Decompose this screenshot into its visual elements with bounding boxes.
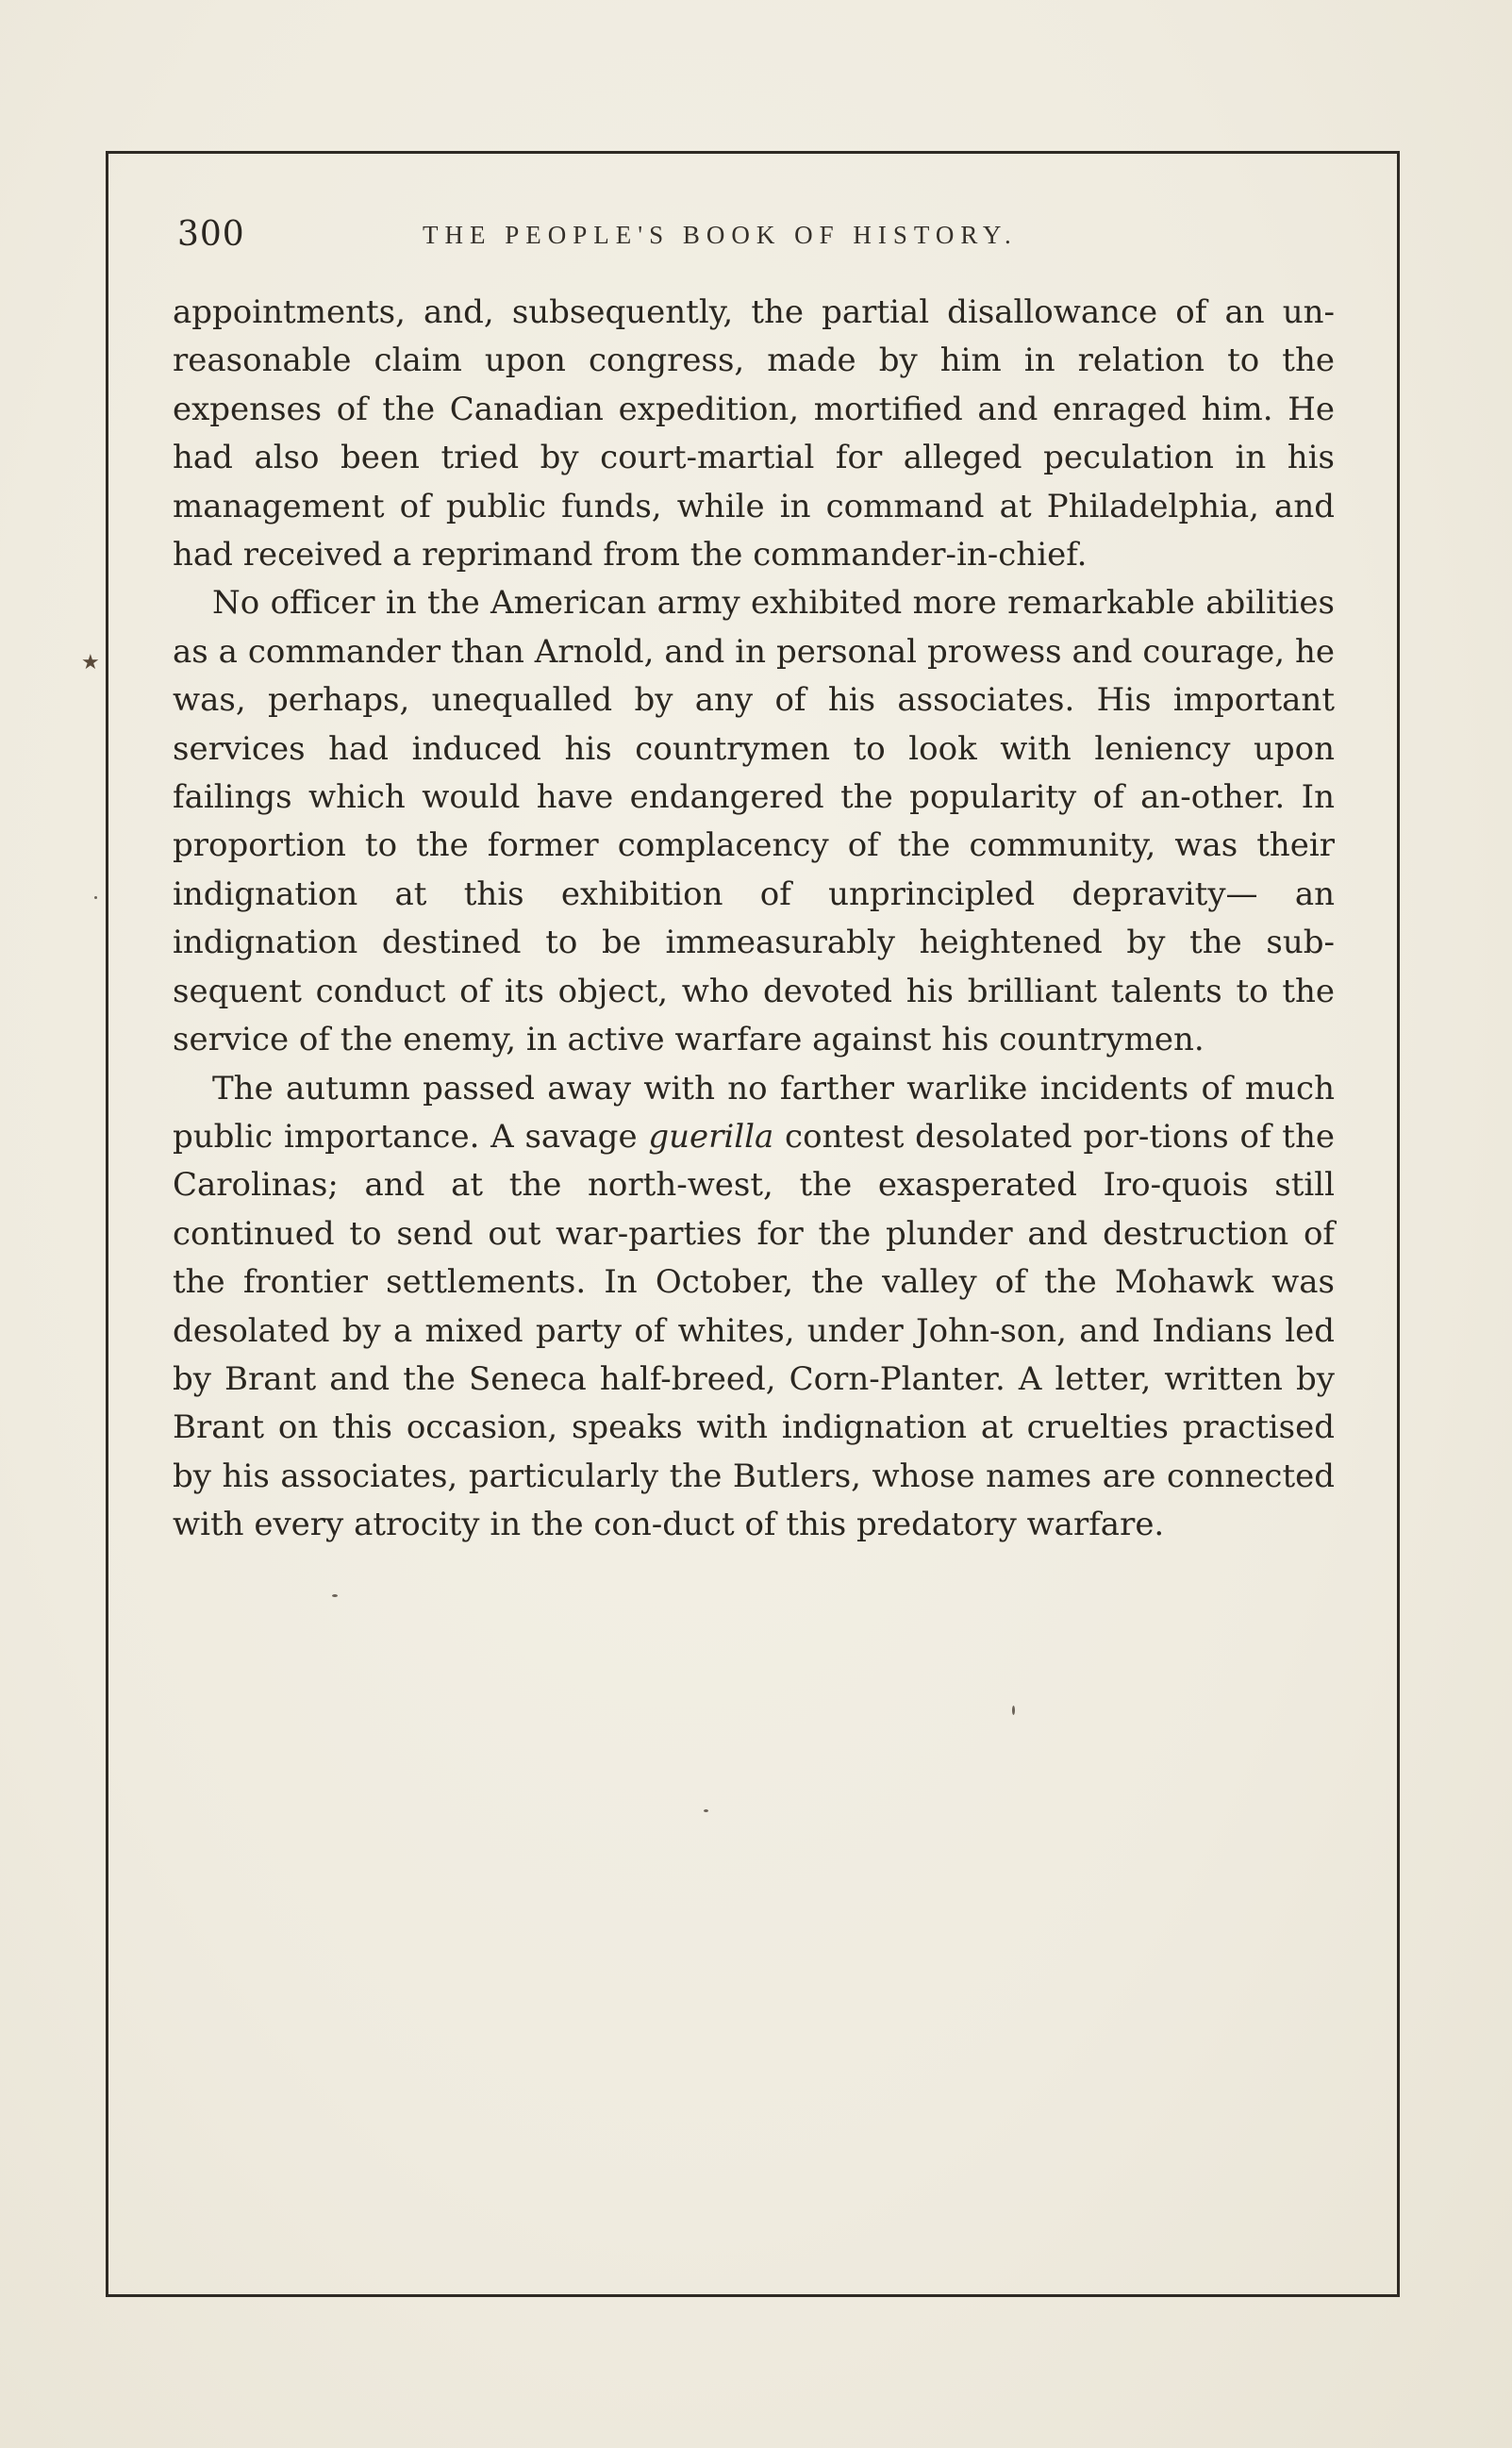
body-text — [173, 289, 1335, 1550]
paragraph-2: No officer in the American army exhibited more remarkable abilities as a commander than Arnold, and in personal prowess and courage, he was, perhaps, unequalled by any of his associates. His important services had induced his countrymen to look with leniency upon failings which would have endangered the popularity of an-other. In proportion to the former complacency of the community, was their indignation at this exhibition of unprincipled depravity— an indignation destined to be immeasurably heightened by the sub-sequent conduct of its object, who devoted his brilliant talents to the service of the enemy, in active warfare against his countrymen. — [173, 584, 1335, 1059]
paragraph-3-text-a: The autumn passed away with no farther warlike incidents of much public importance. A savage — [173, 1069, 1335, 1156]
margin-mark-icon: ★ — [81, 651, 100, 674]
paragraph-3 — [173, 1065, 1335, 1550]
paper-speck — [332, 1594, 338, 1597]
paragraph-3-text-b: contest desolated por-tions of the Carolinas; and at the north-west, the exasperated Iro-quois still continued to send out war-parties for the plunder and destruction of the frontier settlements. In October, the valley of the Mohawk was desolated by a mixed party of whites, under John-son, and Indians led by Brant and the Seneca half-breed, Corn-Planter. A letter, written by Brant on this occasion, speaks with indignation at cruelties practised by his associates, particularly the Butlers, whose names are connected with every atrocity in the con-duct of this predatory warfare. — [173, 1117, 1335, 1544]
running-head: THE PEOPLE'S BOOK OF HISTORY. — [423, 221, 1018, 249]
italic-term: guerilla — [648, 1117, 774, 1156]
paper-speck — [1012, 1706, 1015, 1715]
paper-speck — [94, 896, 97, 899]
paragraph-1: appointments, and, subsequently, the partial disallowance of an un-reasonable claim upon congress, made by him in relation to the expenses of the Canadian expedition, mortified and enraged him. He had also been tried by court-martial for alleged peculation in his management of public funds, while in command at Philadelphia, and had received a reprimand from the commander-in-chief. — [173, 293, 1335, 575]
page-number: 300 — [177, 215, 245, 254]
page-header — [177, 213, 1338, 260]
paper-speck — [704, 1809, 708, 1812]
